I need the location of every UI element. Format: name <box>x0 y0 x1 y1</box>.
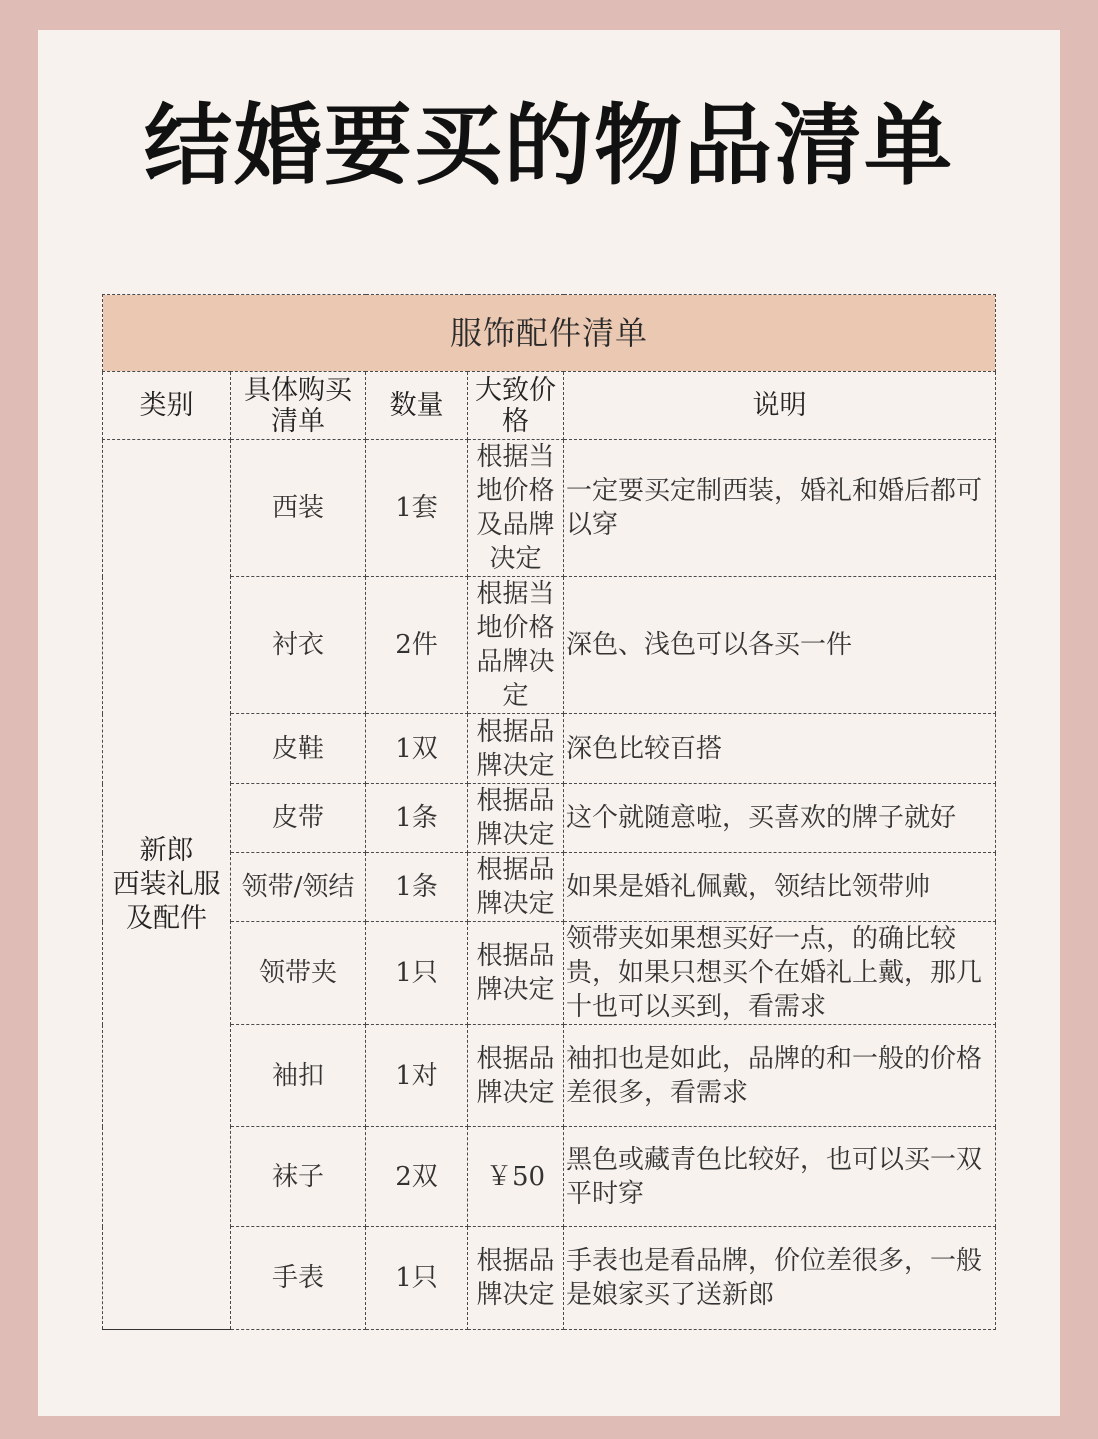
table-row <box>103 1127 996 1227</box>
quantity-cell: 1只 <box>366 1227 468 1330</box>
price-cell: 根据品牌决定 <box>468 922 564 1025</box>
table-row <box>103 922 996 1025</box>
item-cell: 皮带 <box>231 784 366 853</box>
price-cell: 根据品牌决定 <box>468 853 564 922</box>
table-row <box>103 714 996 784</box>
table-row <box>103 1227 996 1330</box>
clothing-accessories-table <box>102 294 996 1330</box>
header-price: 大致价格 <box>468 372 564 440</box>
table-row <box>103 577 996 714</box>
item-cell: 手表 <box>231 1227 366 1330</box>
category-line: 西装礼服 <box>112 868 221 900</box>
item-cell: 皮鞋 <box>231 714 366 784</box>
item-cell: 领带夹 <box>231 922 366 1025</box>
table-title-row <box>103 295 996 372</box>
table-header-row <box>103 372 996 440</box>
quantity-cell: 1双 <box>366 714 468 784</box>
quantity-cell: 1对 <box>366 1025 468 1127</box>
quantity-cell: 2件 <box>366 577 468 714</box>
item-cell: 袜子 <box>231 1127 366 1227</box>
table-row <box>103 1025 996 1127</box>
quantity-cell: 1条 <box>366 784 468 853</box>
note-cell: 这个就随意啦，买喜欢的牌子就好 <box>564 784 996 853</box>
price-cell: 根据品牌决定 <box>468 784 564 853</box>
header-note: 说明 <box>564 372 996 440</box>
item-cell: 西装 <box>231 440 366 577</box>
header-category: 类别 <box>103 372 231 440</box>
note-cell: 领带夹如果想买好一点，的确比较贵，如果只想买个在婚礼上戴，那几十也可以买到，看需求 <box>564 922 996 1025</box>
price-cell: 根据品牌决定 <box>468 714 564 784</box>
note-cell: 如果是婚礼佩戴，领结比领带帅 <box>564 853 996 922</box>
page-title: 结婚要买的物品清单 <box>143 94 954 197</box>
item-cell: 领带/领结 <box>231 853 366 922</box>
quantity-cell: 1只 <box>366 922 468 1025</box>
table-row <box>103 853 996 922</box>
price-cell: 根据品牌决定 <box>468 1227 564 1330</box>
table-row <box>103 784 996 853</box>
table-row <box>103 440 996 577</box>
note-cell: 手表也是看品牌，价位差很多，一般是娘家买了送新郎 <box>564 1227 996 1330</box>
header-quantity: 数量 <box>366 372 468 440</box>
category-line: 及配件 <box>126 902 207 934</box>
header-item: 具体购买清单 <box>231 372 366 440</box>
note-cell: 一定要买定制西装，婚礼和婚后都可以穿 <box>564 440 996 577</box>
item-cell: 衬衣 <box>231 577 366 714</box>
table-title: 服饰配件清单 <box>103 295 996 372</box>
quantity-cell: 1条 <box>366 853 468 922</box>
quantity-cell: 1套 <box>366 440 468 577</box>
price-cell: ￥50 <box>468 1127 564 1227</box>
item-cell: 袖扣 <box>231 1025 366 1127</box>
note-cell: 袖扣也是如此，品牌的和一般的价格差很多，看需求 <box>564 1025 996 1127</box>
note-cell: 黑色或藏青色比较好，也可以买一双平时穿 <box>564 1127 996 1227</box>
category-cell <box>103 440 231 1330</box>
note-cell: 深色比较百搭 <box>564 714 996 784</box>
price-cell: 根据品牌决定 <box>468 1025 564 1127</box>
price-cell: 根据当地价格品牌决定 <box>468 577 564 714</box>
price-cell: 根据当地价格及品牌决定 <box>468 440 564 577</box>
quantity-cell: 2双 <box>366 1127 468 1227</box>
category-line: 新郎 <box>139 834 194 866</box>
note-cell: 深色、浅色可以各买一件 <box>564 577 996 714</box>
